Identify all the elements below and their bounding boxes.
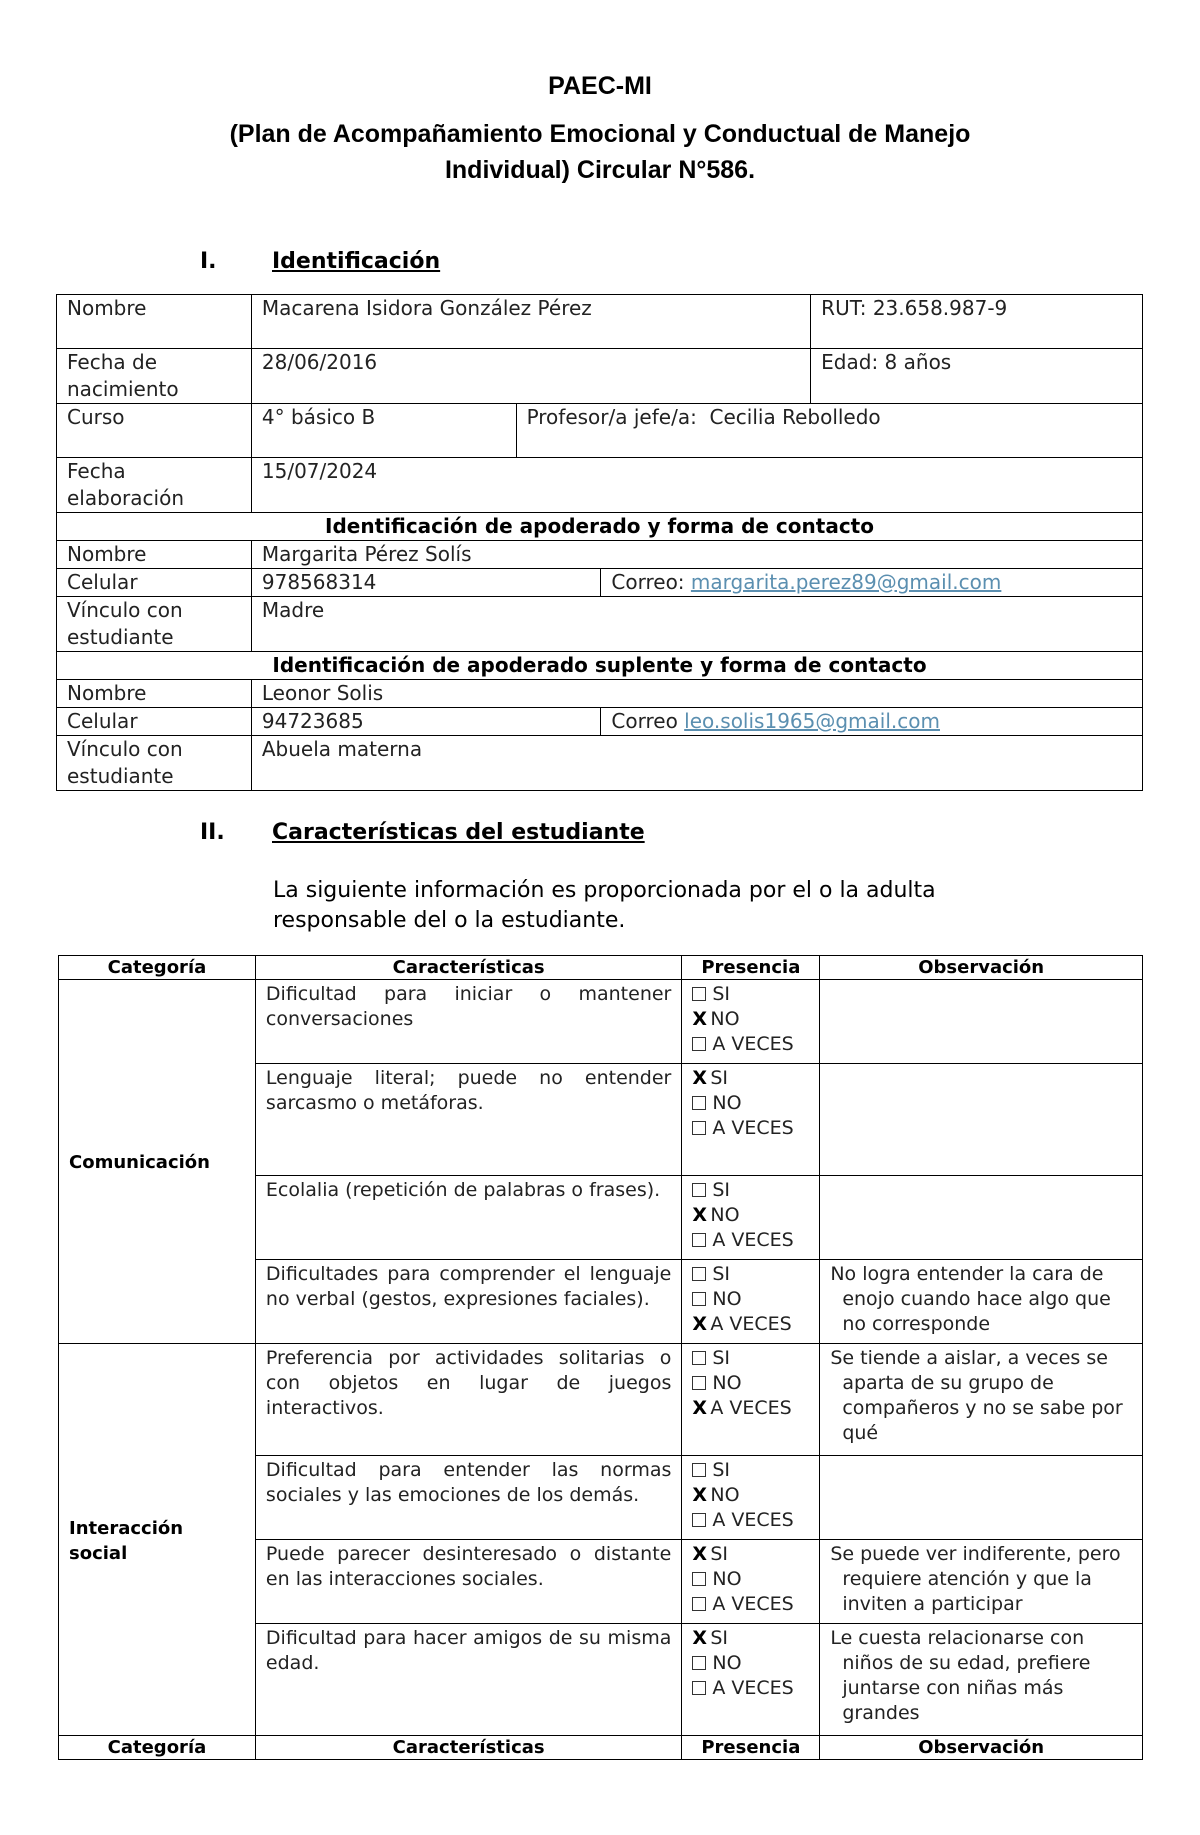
- checkbox-icon: [692, 1513, 706, 1527]
- presence-option: [692, 1287, 809, 1312]
- column-header: Categoría: [59, 1736, 256, 1760]
- table-row: [57, 458, 1143, 513]
- selected-mark: X: [692, 1627, 708, 1649]
- presence-option: [692, 1542, 809, 1567]
- presence-option: [692, 1371, 809, 1396]
- observation-cell: [820, 1176, 1143, 1260]
- column-header: Características: [255, 956, 681, 980]
- presence-option: [692, 1396, 809, 1421]
- presence-cell: [682, 1344, 820, 1456]
- presence-option-label: NO: [710, 1204, 740, 1226]
- intro-line-2: responsable del o la estudiante.: [273, 908, 626, 933]
- observation-text: Se tiende a aislar, a veces se aparta de su grupo de compañeros y no se sabe por qué: [830, 1347, 1123, 1444]
- observation-cell: [820, 1540, 1143, 1624]
- table-row: [57, 349, 1143, 404]
- presence-option: [692, 1116, 809, 1141]
- checkbox-icon: [692, 1351, 706, 1365]
- characteristic-cell: Ecolalia (repetición de palabras o frases).: [255, 1176, 681, 1260]
- presence-option-label: NO: [710, 1008, 740, 1030]
- presence-option: [692, 1066, 809, 1091]
- characteristic-cell: Preferencia por actividades solitarias o con objetos en lugar de juegos interactivos.: [255, 1344, 681, 1456]
- presence-option-label: A VECES: [712, 1593, 794, 1615]
- presence-option-label: NO: [710, 1484, 740, 1506]
- presence-option-label: A VECES: [712, 1677, 794, 1699]
- student-name: Macarena Isidora González Pérez: [251, 295, 810, 349]
- section-2-title: Características del estudiante: [272, 820, 645, 845]
- presence-option: [692, 1458, 809, 1483]
- section-2-intro: [273, 876, 1033, 936]
- presence-option: [692, 1592, 809, 1617]
- guardian-relation: Madre: [251, 597, 1142, 652]
- label-cell: Celular: [57, 708, 252, 736]
- observation-text: Le cuesta relacionarse con niños de su edad, prefiere juntarse con niñas más grandes: [830, 1627, 1091, 1724]
- course-value: 4° básico B: [251, 404, 516, 458]
- table-row: [57, 569, 1143, 597]
- presence-option-label: A VECES: [712, 1229, 794, 1251]
- table-row: [59, 980, 1143, 1064]
- category-cell: [59, 980, 256, 1344]
- document-title: PAEC-MI: [548, 72, 652, 100]
- presence-option: [692, 1651, 809, 1676]
- column-header: Presencia: [682, 1736, 820, 1760]
- observation-text: Se puede ver indiferente, pero requiere atención y que la inviten a participar: [830, 1543, 1121, 1615]
- characteristic-cell: Dificultad para hacer amigos de su misma edad.: [255, 1624, 681, 1736]
- characteristic-cell: Dificultad para iniciar o mantener conversaciones: [255, 980, 681, 1064]
- checkbox-icon: [692, 987, 706, 1001]
- table-row: [59, 1344, 1143, 1456]
- identification-table: [56, 294, 1143, 791]
- presence-option: [692, 1483, 809, 1508]
- alternate-guardian-email-cell: Correo leo.solis1965@gmail.com: [601, 708, 1143, 736]
- label-cell: Nombre: [57, 295, 252, 349]
- guardian-email-link[interactable]: margarita.perez89@gmail.com: [690, 570, 1002, 594]
- document-subtitle: [0, 116, 1200, 188]
- presence-cell: [682, 980, 820, 1064]
- elaboration-date: 15/07/2024: [251, 458, 1142, 513]
- presence-option: [692, 1508, 809, 1533]
- label-cell: Vínculo con estudiante: [57, 597, 252, 652]
- observation-cell: [820, 1624, 1143, 1736]
- checkbox-icon: [692, 1376, 706, 1390]
- presence-option-label: A VECES: [710, 1313, 792, 1335]
- presence-option-label: NO: [712, 1568, 742, 1590]
- label-cell: Celular: [57, 569, 252, 597]
- characteristic-cell: Puede parecer desinteresado o distante en las interacciones sociales.: [255, 1540, 681, 1624]
- label-cell: Fecha de nacimiento: [57, 349, 252, 404]
- student-age: Edad: 8 años: [811, 349, 1143, 404]
- label-cell: Vínculo con estudiante: [57, 736, 252, 791]
- presence-option: [692, 982, 809, 1007]
- table-row: [57, 708, 1143, 736]
- guardian-phone: 978568314: [251, 569, 601, 597]
- selected-mark: X: [692, 1313, 708, 1335]
- checkbox-icon: [692, 1292, 706, 1306]
- presence-option-label: SI: [712, 1179, 731, 1201]
- observation-cell: [820, 1344, 1143, 1456]
- observation-text: No logra entender la cara de enojo cuando hace algo que no corresponde: [830, 1263, 1111, 1335]
- observation-cell: [820, 980, 1143, 1064]
- checkbox-icon: [692, 1572, 706, 1586]
- column-header: Presencia: [682, 956, 820, 980]
- presence-option: [692, 1203, 809, 1228]
- presence-cell: [682, 1064, 820, 1176]
- presence-cell: [682, 1176, 820, 1260]
- presence-cell: [682, 1260, 820, 1344]
- guardian-subheading: Identificación de apoderado y forma de contacto: [57, 513, 1143, 541]
- presence-option: [692, 1091, 809, 1116]
- presence-option-label: SI: [712, 1263, 731, 1285]
- table-footer-row: [59, 1736, 1143, 1760]
- presence-option: [692, 1676, 809, 1701]
- presence-option: [692, 1346, 809, 1371]
- characteristic-cell: Dificultad para entender las normas sociales y las emociones de los demás.: [255, 1456, 681, 1540]
- presence-cell: [682, 1540, 820, 1624]
- presence-option-label: NO: [712, 1652, 742, 1674]
- presence-option: [692, 1262, 809, 1287]
- student-rut: RUT: 23.658.987-9: [811, 295, 1143, 349]
- selected-mark: X: [692, 1204, 708, 1226]
- category-name: Comunicación: [69, 1152, 210, 1173]
- observation-cell: [820, 1064, 1143, 1176]
- table-header-row: [59, 956, 1143, 980]
- birth-date: 28/06/2016: [251, 349, 810, 404]
- subtitle-line-2: Individual) Circular N°586.: [444, 156, 756, 184]
- selected-mark: X: [692, 1484, 708, 1506]
- alternate-guardian-relation: Abuela materna: [251, 736, 1142, 791]
- observation-cell: [820, 1260, 1143, 1344]
- observation-cell: [820, 1456, 1143, 1540]
- presence-option: [692, 1626, 809, 1651]
- alternate-guardian-subheading: Identificación de apoderado suplente y forma de contacto: [57, 652, 1143, 680]
- presence-option-label: SI: [710, 1627, 729, 1649]
- presence-option-label: A VECES: [712, 1509, 794, 1531]
- checkbox-icon: [692, 1656, 706, 1670]
- selected-mark: X: [692, 1067, 708, 1089]
- presence-option: [692, 1032, 809, 1057]
- checkbox-icon: [692, 1463, 706, 1477]
- presence-option: [692, 1178, 809, 1203]
- label-cell: Nombre: [57, 541, 252, 569]
- table-row: [57, 513, 1143, 541]
- presence-option-label: SI: [712, 1459, 731, 1481]
- presence-option-label: SI: [710, 1543, 729, 1565]
- alternate-guardian-phone: 94723685: [251, 708, 601, 736]
- table-row: [57, 680, 1143, 708]
- presence-option-label: A VECES: [712, 1033, 794, 1055]
- checkbox-icon: [692, 1233, 706, 1247]
- guardian-email-cell: Correo: margarita.perez89@gmail.com: [601, 569, 1143, 597]
- column-header: Observación: [820, 956, 1143, 980]
- alternate-guardian-name: Leonor Solis: [251, 680, 1142, 708]
- characteristics-table: [58, 955, 1143, 1760]
- table-row: [57, 404, 1143, 458]
- label-cell: Nombre: [57, 680, 252, 708]
- category-name: social: [69, 1542, 128, 1564]
- category-name: Interacción: [69, 1517, 184, 1539]
- presence-option-label: A VECES: [712, 1117, 794, 1139]
- section-2-number: II.: [200, 820, 225, 845]
- characteristic-cell: Lenguaje literal; puede no entender sarcasmo o metáforas.: [255, 1064, 681, 1176]
- column-header: Observación: [820, 1736, 1143, 1760]
- presence-option: [692, 1007, 809, 1032]
- presence-option-label: NO: [712, 1092, 742, 1114]
- table-row: [57, 597, 1143, 652]
- checkbox-icon: [692, 1597, 706, 1611]
- table-row: [57, 295, 1143, 349]
- column-header: Características: [255, 1736, 681, 1760]
- checkbox-icon: [692, 1267, 706, 1281]
- presence-option-label: A VECES: [710, 1397, 792, 1419]
- table-row: [57, 652, 1143, 680]
- presence-option: [692, 1312, 809, 1337]
- presence-option: [692, 1228, 809, 1253]
- table-row: [57, 736, 1143, 791]
- presence-option-label: NO: [712, 1288, 742, 1310]
- presence-option-label: SI: [712, 983, 731, 1005]
- category-cell: [59, 1344, 256, 1736]
- checkbox-icon: [692, 1681, 706, 1695]
- guardian-name: Margarita Pérez Solís: [251, 541, 1142, 569]
- alternate-guardian-email-link[interactable]: leo.solis1965@gmail.com: [684, 709, 940, 733]
- intro-line-1: La siguiente información es proporcionada por el o la adulta: [273, 878, 936, 903]
- subtitle-line-1: (Plan de Acompañamiento Emocional y Conductual de Manejo: [229, 120, 971, 148]
- table-row: [57, 541, 1143, 569]
- checkbox-icon: [692, 1121, 706, 1135]
- selected-mark: X: [692, 1397, 708, 1419]
- section-1-heading: [200, 249, 440, 274]
- section-2-heading: [200, 820, 645, 845]
- checkbox-icon: [692, 1183, 706, 1197]
- presence-option-label: NO: [712, 1372, 742, 1394]
- selected-mark: X: [692, 1543, 708, 1565]
- head-teacher: Profesor/a jefe/a: Cecilia Rebolledo: [516, 404, 1142, 458]
- presence-cell: [682, 1456, 820, 1540]
- label-cell: Curso: [57, 404, 252, 458]
- column-header: Categoría: [59, 956, 256, 980]
- selected-mark: X: [692, 1008, 708, 1030]
- section-1-number: I.: [200, 249, 217, 274]
- label-cell: Fecha elaboración: [57, 458, 252, 513]
- checkbox-icon: [692, 1037, 706, 1051]
- presence-option-label: SI: [712, 1347, 731, 1369]
- presence-cell: [682, 1624, 820, 1736]
- presence-option: [692, 1567, 809, 1592]
- presence-option-label: SI: [710, 1067, 729, 1089]
- characteristic-cell: Dificultades para comprender el lenguaje no verbal (gestos, expresiones faciales).: [255, 1260, 681, 1344]
- checkbox-icon: [692, 1096, 706, 1110]
- section-1-title: Identificación: [272, 249, 441, 274]
